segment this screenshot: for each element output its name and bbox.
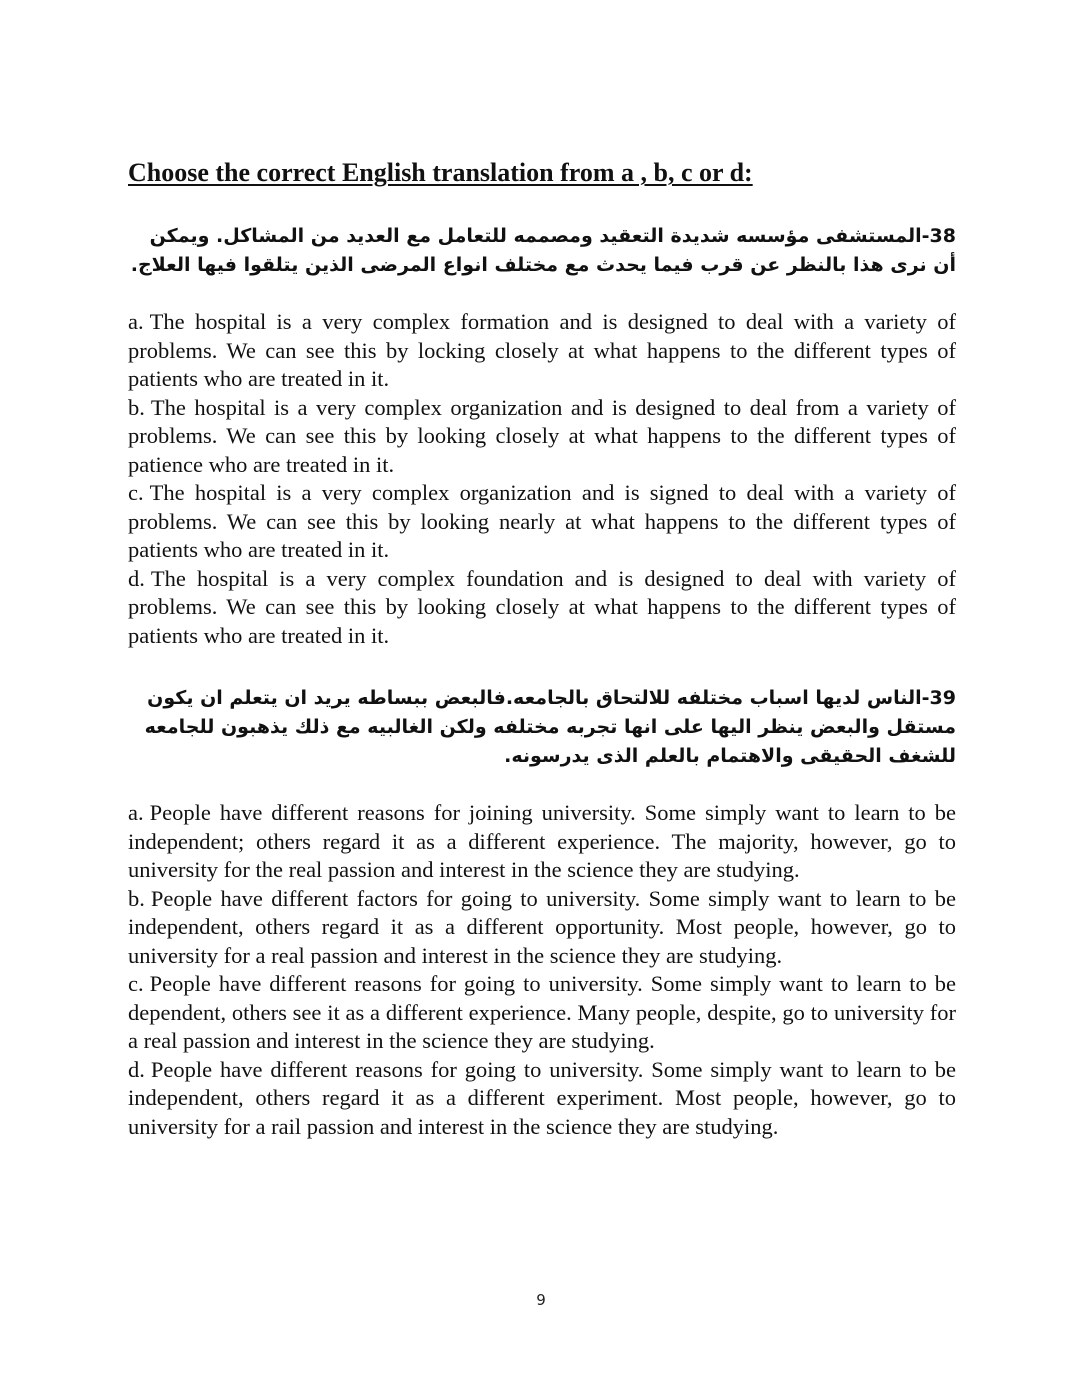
option-letter: c. bbox=[128, 971, 144, 996]
option-letter: d. bbox=[128, 1056, 145, 1082]
option-d bbox=[128, 565, 956, 651]
option-text: The hospital is a very complex formation and is designed to deal with a variety of problems. We can see this by locking closely at what happens to the different types of patients who are treated in it. bbox=[128, 309, 956, 391]
option-text: People have different factors for going to university. Some simply want to learn to be independent, others regard it as a different opportunity. Most people, however, go to university for a real passion and interest in the science they are studying. bbox=[128, 885, 956, 968]
page-number: 9 bbox=[536, 1291, 546, 1309]
question-38-options bbox=[128, 308, 956, 650]
option-c bbox=[128, 970, 956, 1056]
option-d bbox=[128, 1056, 956, 1142]
option-c bbox=[128, 479, 956, 565]
option-letter: b. bbox=[128, 394, 145, 420]
option-a bbox=[128, 308, 956, 394]
option-text: People have different reasons for going to university. Some simply want to learn to be independent, others regard it as a different experiment. Most people, however, go to university for a rail passion and interest in the science they are studying. bbox=[128, 1056, 956, 1139]
option-letter: d. bbox=[128, 565, 145, 591]
instructions-heading: Choose the correct English translation from a , b, c or d: bbox=[128, 158, 753, 187]
option-letter: c. bbox=[128, 480, 144, 505]
option-text: People have different reasons for joining university. Some simply want to learn to be independent; others regard it as a different experience. The majority, however, go to university for the real passion and interest in the science they are studying. bbox=[128, 800, 956, 882]
question-39-options bbox=[128, 799, 956, 1141]
option-text: The hospital is a very complex organization and is designed to deal from a variety of problems. We can see this by looking closely at what happens to the different types of patience who are treated in it. bbox=[128, 394, 956, 477]
option-letter: a. bbox=[128, 800, 144, 825]
option-letter: a. bbox=[128, 309, 144, 334]
option-a bbox=[128, 799, 956, 885]
option-b bbox=[128, 394, 956, 480]
option-text: People have different reasons for going to university. Some simply want to learn to be dependent, others see it as a different experience. Many people, despite, go to university for a real passion and interest in the science they are studying. bbox=[128, 971, 956, 1053]
option-text: The hospital is a very complex organization and is signed to deal with a variety of problems. We can see this by looking nearly at what happens to the different types of patients who are treated in it. bbox=[128, 480, 956, 562]
question-38-arabic: 38-المستشفى مؤسسه شديدة التعقيد ومصممه للتعامل مع العديد من المشاكل. ويمكن أن نرى هذا بالنظر عن قرب فيما يحدث مع مختلف انواع المرضى الذين يتلقوا فيها العلاج. bbox=[130, 225, 956, 276]
option-letter: b. bbox=[128, 885, 145, 911]
question-39-arabic: 39-الناس لديها اسباب مختلفه للالتحاق بالجامعه.فالبعض ببساطه يريد ان يتعلم ان يكون مستقل والبعض ينظر اليها على انها تجربه مختلفه ولكن الغالبيه مع ذلك يذهبون للجامعه للشغف الحقيقى والاهتمام بالعلم الذى يدرسونه. bbox=[144, 687, 956, 767]
page-content bbox=[128, 156, 956, 1141]
option-text: The hospital is a very complex foundation and is designed to deal with variety of problems. We can see this by looking closely at what happens to the different types of patients who are treated in it. bbox=[128, 565, 956, 648]
option-b bbox=[128, 885, 956, 971]
